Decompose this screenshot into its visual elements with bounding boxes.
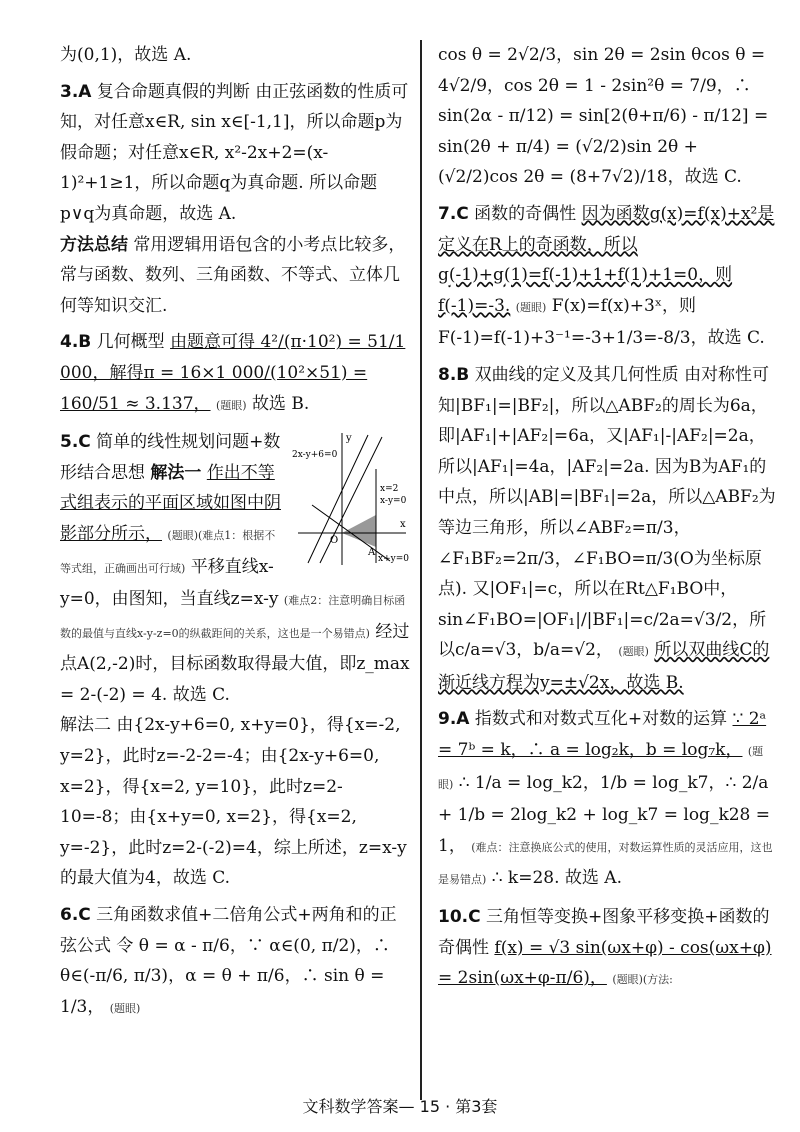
answer-text: 作出不等式组表示的平面区域如图中阴影部分所示， xyxy=(60,462,281,544)
key-note: (题眼) xyxy=(515,300,547,314)
method-label: 解法二 xyxy=(60,715,111,736)
answer-tag: 7.C xyxy=(438,203,469,224)
answer-end: ∴ k=28. 故选 A. xyxy=(491,868,622,889)
key-note: (题眼) xyxy=(109,1001,141,1015)
answer-text: 令 θ = α - π/6，∵ α∈(0, π/2)，∴ θ∈(-π/6, π/3)，α = θ + π/6，∴ sin θ = 1/3， xyxy=(60,935,390,1017)
key-note: (题眼)(方法: xyxy=(612,973,673,987)
feasible-region-figure xyxy=(290,429,410,569)
key-note: (难点：注意换底公式的使用，对数运算性质的灵活应用，这也是易错点) xyxy=(438,840,773,887)
answer-text: f(x) = √3 sin(ωx+φ) - cos(ωx+φ) = 2sin(ωx+φ-π/6)， xyxy=(438,937,772,989)
key-note: (难点2：注意明确目标函数的最值与直线x-y-z=0的纵截距间的关系，这也是一个易错点) xyxy=(60,594,406,640)
answer-9 xyxy=(438,704,778,896)
page-footer: 文科数学答案— 15 · 第3套 xyxy=(302,1097,498,1116)
answer-tag: 9.A xyxy=(438,709,470,730)
answer-text: 因为函数g(x)=f(x)+x²是定义在R上的奇函数，所以g(-1)+g(1)=f(-1)+1+f(1)+1=0，则f(-1)=-3. xyxy=(438,203,775,316)
answer-4 xyxy=(60,327,410,421)
answer-tag: 10.C xyxy=(438,907,481,928)
answer-text: 由{2x-y+6=0, x+y=0}，得{x=-2, y=2}，此时z=-2-2=-4；由{2x-y+6=0, x=2}，得{x=2, y=10}，此时z=2-10=-8；由{x+y=0, x=2}，得{x=2, y=-2}，此时z=2-(-2)=4，综上所述，z=x-y的最大值为4，故选 C. xyxy=(60,715,407,889)
answer-text: 由对称性可知|BF₁|=|BF₂|，所以△ABF₂的周长为6a，即|AF₁|+|AF₂|=6a，又|AF₁|-|AF₂|=2a，所以|AF₁|=4a，|AF₂|=2a. 因为B为AF₁的中点，所以|AB|=|BF₁|=2a，所以△ABF₂为等边三角形，所以∠ABF₂=π/3，∠F₁BF₂=2π/3，∠F₁BO=π/3(O为坐标原点). 又|OF₁|=c，所以在Rt△F₁BO中，sin∠F₁BO=|OF₁|/|BF₁|=c/2a=√3/2，所以c/a=√3，b/a=√2， xyxy=(438,364,776,661)
figure-label: x-y=0 xyxy=(380,496,407,507)
key-note: (题眼) xyxy=(215,398,247,412)
answer-text: ∵ 2ᵃ = 7ᵇ = k，∴ a = log₂k，b = log₇k， xyxy=(438,709,767,761)
answer-tag: 6.C xyxy=(60,905,91,926)
key-note: (题眼)(难点1：根据不等式组，正确画出可行域) xyxy=(60,528,276,575)
figure-label: y xyxy=(346,433,352,445)
answer-text: F(x)=f(x)+3ˣ，则F(-1)=f(-1)+3⁻¹=-3+1/3=-8/3，故选 C. xyxy=(438,295,765,349)
answer-topic: 几何概型 xyxy=(96,332,165,353)
answer-topic: 双曲线的定义及其几何性质 xyxy=(474,364,679,385)
left-column xyxy=(60,40,410,1030)
answer-tag: 5.C xyxy=(60,432,91,453)
answer-end: 故选 B. xyxy=(251,393,310,414)
answer-8 xyxy=(438,360,778,699)
figure-label: A xyxy=(368,547,376,559)
answer-text: 经过点A(2,-2)时，目标函数取得最大值，即z_max = 2-(-2) = 4. 故选 C. xyxy=(60,621,410,705)
answer-text: ∴ 1/a = log_k2，1/b = log_k7，∴ 2/a + 1/b = 2log_k2 + log_k7 = log_k28 = 1， xyxy=(438,772,771,856)
answer-text: 平移直线x-y=0，由图知，当直线z=x-y xyxy=(60,556,279,610)
answer-text: 由题意可得 4²/(π·10²) = 51/1 000，解得π = 16×1 000/(10²×51) = 160/51 ≈ 3.137， xyxy=(60,332,406,414)
answer-topic: 三角函数求值+二倍角公式+两角和的正弦公式 xyxy=(60,905,397,956)
method-text: 常用逻辑用语包含的小考点比较多，常与函数、数列、三角函数、不等式、立体几何等知识交汇. xyxy=(60,234,406,316)
key-note: (题眼) xyxy=(438,745,764,791)
shaded-region-lower xyxy=(342,515,376,547)
answer-6-continued: cos θ = 2√2/3，sin 2θ = 2sin θcos θ = 4√2/9，cos 2θ = 1 - 2sin²θ = 7/9，∴ sin(2α - π/12) = sin[2(θ+π/6) - π/12] = sin(2θ + π/4) = (√2/2)sin 2θ + (√2/2)cos 2θ = (8+7√2)/18，故选 C. xyxy=(438,45,769,188)
answer-tag: 3.A xyxy=(60,81,92,102)
method-label: 方法总结 xyxy=(60,234,128,255)
answer-end: 所以双曲线C的渐近线方程为y=±√2x，故选 B. xyxy=(438,640,770,693)
answer-7 xyxy=(438,199,778,354)
figure-label: 2x-y+6=0 xyxy=(292,450,338,461)
continued-text: 为(0,1)，故选 A. xyxy=(60,45,192,65)
answer-3 xyxy=(60,77,410,322)
figure-label: x=2 xyxy=(380,484,399,495)
method-label: 解法一 xyxy=(150,462,202,483)
answer-text: 由正弦函数的性质可知，对任意x∈R, sin x∈[-1,1]，所以命题p为假命题；对任意x∈R, x²-2x+2=(x-1)²+1≥1，所以命题q为真命题. 所以命题p∨q为真命题，故选 A. xyxy=(60,81,409,224)
column-divider xyxy=(420,40,422,1100)
figure-label: x xyxy=(400,519,406,531)
key-note: (题眼) xyxy=(618,645,649,659)
figure-label: O xyxy=(330,535,339,547)
answer-tag: 8.B xyxy=(438,364,470,385)
answer-topic: 三角恒等变换+图象平移变换+函数的奇偶性 xyxy=(438,907,770,958)
right-column xyxy=(438,40,778,1002)
answer-topic: 复合命题真假的判断 xyxy=(96,81,250,102)
answer-5 xyxy=(60,427,410,894)
answer-topic: 简单的线性规划问题+数形结合思想 xyxy=(60,432,281,483)
answer-10 xyxy=(438,902,778,996)
answer-topic: 指数式和对数式互化+对数的运算 xyxy=(474,709,728,730)
answer-6 xyxy=(60,900,410,1024)
answer-tag: 4.B xyxy=(60,332,92,353)
answer-topic: 函数的奇偶性 xyxy=(474,203,577,224)
figure-label: x+y=0 xyxy=(378,554,409,565)
